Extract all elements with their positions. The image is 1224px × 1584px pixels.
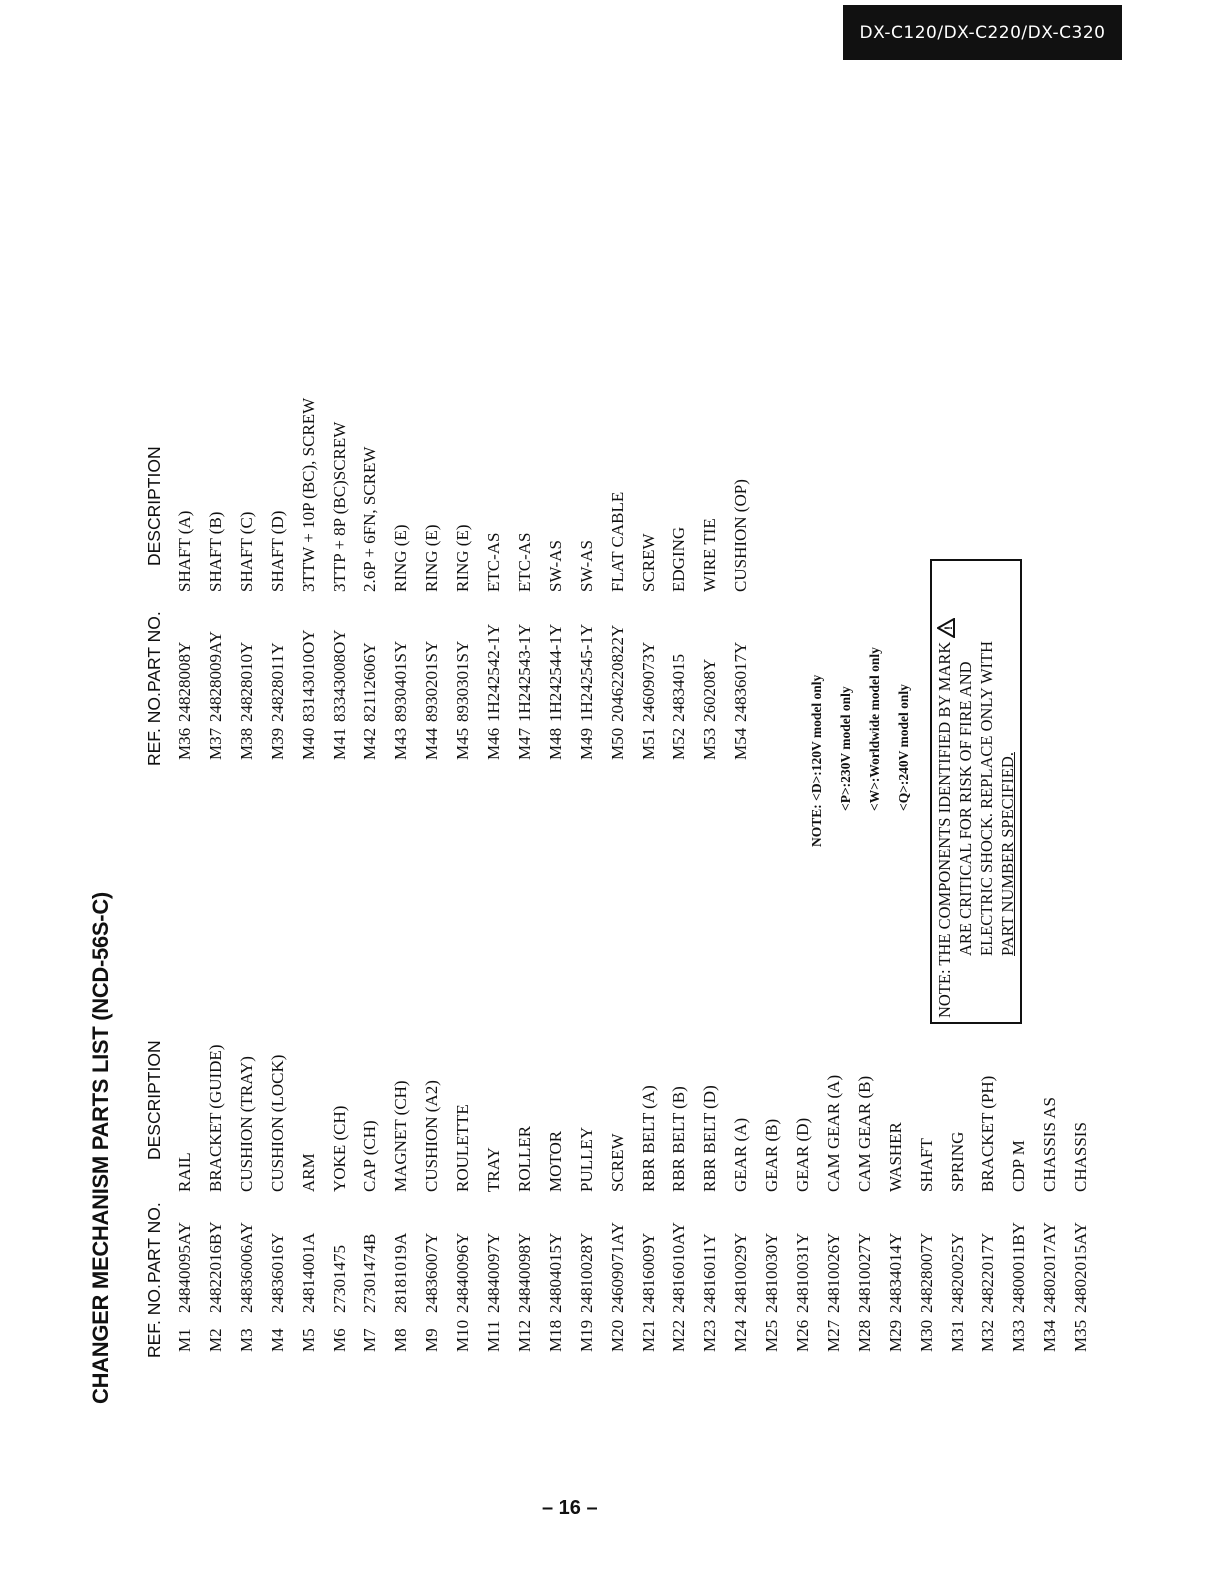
- ref-cell: M28: [854, 1319, 874, 1352]
- ref-cell: M37: [205, 727, 225, 760]
- description-cell: BRACKET (GUIDE): [205, 1044, 225, 1192]
- description-cell: SHAFT (D): [267, 510, 287, 592]
- description-cell: ROULETTE: [453, 1104, 473, 1192]
- description-cell: SHAFT: [916, 1138, 936, 1192]
- description-cell: SHAFT (C): [236, 511, 256, 592]
- description-cell: SCREW: [638, 533, 658, 592]
- page-title: CHANGER MECHANISM PARTS LIST (NCD-56S-C): [88, 892, 113, 1404]
- warning-triangle-icon: [937, 618, 955, 638]
- description-cell: CUSHION (LOCK): [267, 1054, 287, 1192]
- part-no-cell: 24820025Y: [947, 1232, 967, 1313]
- ref-cell: M43: [391, 727, 411, 760]
- part-no-cell: 24800011BY: [1009, 1222, 1029, 1313]
- right-header-part: PART NO.: [144, 611, 164, 692]
- ref-cell: M46: [484, 727, 503, 760]
- ref-cell: M26: [793, 1319, 812, 1352]
- ref-cell: M48: [545, 727, 565, 760]
- part-no-cell: 24840097Y: [484, 1232, 503, 1313]
- part-no-cell: 24609073Y: [638, 641, 658, 722]
- part-no-cell: 27301474B: [360, 1233, 380, 1313]
- description-cell: SHAFT (A): [175, 510, 194, 592]
- description-cell: CHASSIS: [1071, 1122, 1091, 1192]
- part-no-cell: 24816009Y: [638, 1232, 658, 1313]
- ref-cell: M51: [638, 727, 658, 760]
- safety-note-box: [930, 559, 1022, 1024]
- ref-cell: M7: [360, 1328, 380, 1352]
- ref-cell: M22: [669, 1319, 689, 1352]
- ref-cell: M36: [175, 727, 194, 760]
- description-cell: RBR BELT (D): [700, 1085, 720, 1192]
- part-no-cell: 24810029Y: [731, 1232, 751, 1313]
- ref-cell: M23: [700, 1319, 720, 1352]
- ref-cell: M53: [700, 727, 720, 760]
- ref-cell: M32: [978, 1319, 998, 1352]
- description-cell: GEAR (A): [731, 1117, 751, 1192]
- description-cell: ROLLER: [514, 1125, 534, 1192]
- ref-cell: M24: [731, 1319, 751, 1352]
- description-cell: SW-AS: [576, 540, 596, 592]
- description-cell: ETC-AS: [514, 532, 534, 592]
- safety-note-line-2: ARE CRITICAL FOR RISK OF FIRE AND: [956, 661, 976, 956]
- part-no-cell: 8930301SY: [453, 640, 473, 722]
- description-cell: CAM GEAR (A): [823, 1074, 843, 1192]
- description-cell: CUSHION (A2): [422, 1080, 442, 1192]
- right-header-desc: DESCRIPTION: [144, 446, 164, 566]
- ref-cell: M50: [607, 727, 627, 760]
- model-note-3: <W>:Worldwide model only: [867, 647, 882, 811]
- description-cell: CHASSIS AS: [1040, 1097, 1060, 1192]
- part-no-cell: 24828011Y: [267, 642, 287, 722]
- ref-cell: M1: [175, 1328, 194, 1352]
- part-no-cell: 24836006AY: [236, 1222, 256, 1313]
- description-cell: WIRE TIE: [700, 518, 720, 592]
- ref-cell: M6: [329, 1328, 349, 1352]
- description-cell: SHAFT (B): [205, 511, 225, 592]
- model-note-label: NOTE:: [809, 804, 824, 847]
- description-cell: SW-AS: [545, 540, 565, 592]
- model-note-4: <Q>:240V model only: [896, 684, 911, 811]
- svg-text:!: !: [943, 625, 956, 630]
- part-no-cell: 2046220822Y: [607, 624, 627, 722]
- part-no-cell: 24836007Y: [422, 1232, 442, 1313]
- ref-cell: M20: [607, 1319, 627, 1352]
- part-no-cell: 24609071AY: [607, 1222, 627, 1313]
- ref-cell: M35: [1071, 1319, 1091, 1352]
- part-no-cell: 24828010Y: [236, 641, 256, 722]
- description-cell: PULLEY: [576, 1126, 596, 1192]
- ref-cell: M34: [1040, 1319, 1060, 1352]
- ref-cell: M40: [298, 727, 318, 760]
- part-no-cell: 24834014Y: [885, 1232, 905, 1313]
- description-cell: RING (E): [422, 524, 442, 592]
- part-no-cell: 24836016Y: [267, 1232, 287, 1313]
- ref-cell: M44: [422, 727, 442, 760]
- ref-cell: M30: [916, 1319, 936, 1352]
- ref-cell: M19: [576, 1319, 596, 1352]
- ref-cell: M29: [885, 1319, 905, 1352]
- part-no-cell: 24816010AY: [669, 1222, 689, 1313]
- description-cell: EDGING: [669, 526, 689, 592]
- part-no-cell: 24810031Y: [793, 1232, 812, 1313]
- part-no-cell: 83343008OY: [329, 629, 349, 722]
- description-cell: CAM GEAR (B): [854, 1075, 874, 1192]
- model-notes: [802, 647, 918, 847]
- left-header-ref: REF. NO.: [144, 1284, 164, 1358]
- description-cell: RBR BELT (A): [638, 1085, 658, 1192]
- part-no-cell: 24840098Y: [514, 1232, 534, 1313]
- safety-note-label: NOTE:: [935, 969, 954, 1018]
- part-no-cell: 1H242543-1Y: [514, 623, 534, 722]
- description-cell: CUSHION (TRAY): [236, 1056, 256, 1192]
- description-cell: 3TTW + 10P (BC), SCREW: [298, 397, 318, 592]
- left-header-part: PART NO.: [144, 1202, 164, 1283]
- part-no-cell: 24828007Y: [916, 1232, 936, 1313]
- part-no-cell: 83143010OY: [298, 629, 318, 722]
- part-no-cell: 1H242542-1Y: [484, 623, 503, 722]
- description-cell: GEAR (B): [762, 1118, 782, 1192]
- ref-cell: M41: [329, 727, 349, 760]
- part-no-cell: 8930201SY: [422, 640, 442, 722]
- ref-cell: M18: [545, 1319, 565, 1352]
- part-no-cell: 24840095AY: [175, 1222, 194, 1313]
- ref-cell: M31: [947, 1319, 967, 1352]
- ref-cell: M52: [669, 727, 689, 760]
- description-cell: SPRING: [947, 1131, 967, 1192]
- description-cell: ETC-AS: [484, 532, 503, 592]
- ref-cell: M45: [453, 727, 473, 760]
- description-cell: MAGNET (CH): [391, 1080, 411, 1192]
- part-no-cell: 1H242544-1Y: [545, 623, 565, 722]
- ref-cell: M47: [514, 727, 534, 760]
- part-no-cell: 24802017AY: [1040, 1222, 1060, 1313]
- safety-note-line-4: PART NUMBER SPECIFIED.: [998, 752, 1018, 956]
- page-number: – 16 –: [542, 1497, 598, 1519]
- part-no-cell: 24816011Y: [700, 1233, 720, 1313]
- part-no-cell: 24810026Y: [823, 1232, 843, 1313]
- part-no-cell: 24810028Y: [576, 1232, 596, 1313]
- part-no-cell: 27301475: [329, 1245, 349, 1313]
- ref-cell: M49: [576, 727, 596, 760]
- ref-cell: M33: [1009, 1319, 1029, 1352]
- part-no-cell: 24822016BY: [205, 1221, 225, 1313]
- ref-cell: M54: [731, 727, 751, 760]
- part-no-cell: 24814001A: [298, 1232, 318, 1313]
- ref-cell: M8: [391, 1328, 411, 1352]
- left-header-desc: DESCRIPTION: [144, 1040, 164, 1160]
- right-header-ref: REF. NO.: [144, 692, 164, 766]
- ref-cell: M25: [762, 1319, 782, 1352]
- part-no-cell: 24802015AY: [1071, 1222, 1091, 1313]
- part-no-cell: 24828009AY: [205, 631, 225, 722]
- ref-cell: M9: [422, 1328, 442, 1352]
- ref-cell: M11: [484, 1320, 503, 1352]
- description-cell: YOKE (CH): [329, 1105, 349, 1192]
- ref-cell: M4: [267, 1328, 287, 1352]
- description-cell: CDP M: [1009, 1140, 1029, 1192]
- part-no-cell: 24822017Y: [978, 1232, 998, 1313]
- description-cell: BRACKET (PH): [978, 1075, 998, 1192]
- safety-note-line-1: NOTE: THE COMPONENTS IDENTIFIED BY MARK !: [934, 565, 955, 1018]
- ref-cell: M39: [267, 727, 287, 760]
- part-no-cell: 24836017Y: [731, 641, 751, 722]
- description-cell: ARM: [298, 1153, 318, 1192]
- description-cell: RING (E): [453, 524, 473, 592]
- ref-cell: M27: [823, 1319, 843, 1352]
- ref-cell: M3: [236, 1328, 256, 1352]
- description-cell: MOTOR: [545, 1130, 565, 1192]
- part-no-cell: 1H242545-1Y: [576, 623, 596, 722]
- ref-cell: M10: [453, 1319, 473, 1352]
- ref-cell: M38: [236, 727, 256, 760]
- model-note-1: NOTE: <D>:120V model only: [809, 674, 824, 847]
- description-cell: RAIL: [175, 1152, 194, 1192]
- part-no-cell: 24828008Y: [175, 641, 194, 722]
- safety-note-line-3: ELECTRIC SHOCK. REPLACE ONLY WITH: [977, 640, 997, 956]
- ref-cell: M12: [514, 1319, 534, 1352]
- part-no-cell: 82112606Y: [360, 642, 380, 722]
- part-no-cell: 24804015Y: [545, 1232, 565, 1313]
- part-no-cell: 24810027Y: [854, 1232, 874, 1313]
- part-no-cell: 260208Y: [700, 658, 720, 722]
- model-note-2: <P>:230V model only: [838, 686, 853, 811]
- part-no-cell: 24840096Y: [453, 1232, 473, 1313]
- ref-cell: M2: [205, 1328, 225, 1352]
- part-no-cell: 28181019A: [391, 1232, 411, 1313]
- description-cell: RBR BELT (B): [669, 1086, 689, 1192]
- part-no-cell: 8930401SY: [391, 640, 411, 722]
- description-cell: 2.6P + 6FN, SCREW: [360, 446, 380, 592]
- description-cell: CUSHION (OP): [731, 479, 751, 592]
- description-cell: FLAT CABLE: [607, 491, 627, 592]
- description-cell: WASHER: [885, 1122, 905, 1192]
- ref-cell: M21: [638, 1319, 658, 1352]
- description-cell: TRAY: [484, 1147, 503, 1192]
- part-no-cell: 24810030Y: [762, 1232, 782, 1313]
- model-header-text: DX-C120/DX-C220/DX-C320: [859, 22, 1106, 43]
- description-cell: RING (E): [391, 524, 411, 592]
- description-cell: GEAR (D): [793, 1117, 812, 1192]
- ref-cell: M5: [298, 1328, 318, 1352]
- part-no-cell: 24834015: [669, 654, 689, 722]
- description-cell: CAP (CH): [360, 1120, 380, 1192]
- description-cell: SCREW: [607, 1133, 627, 1192]
- ref-cell: M42: [360, 727, 380, 760]
- description-cell: 3TTP + 8P (BC)SCREW: [329, 421, 349, 592]
